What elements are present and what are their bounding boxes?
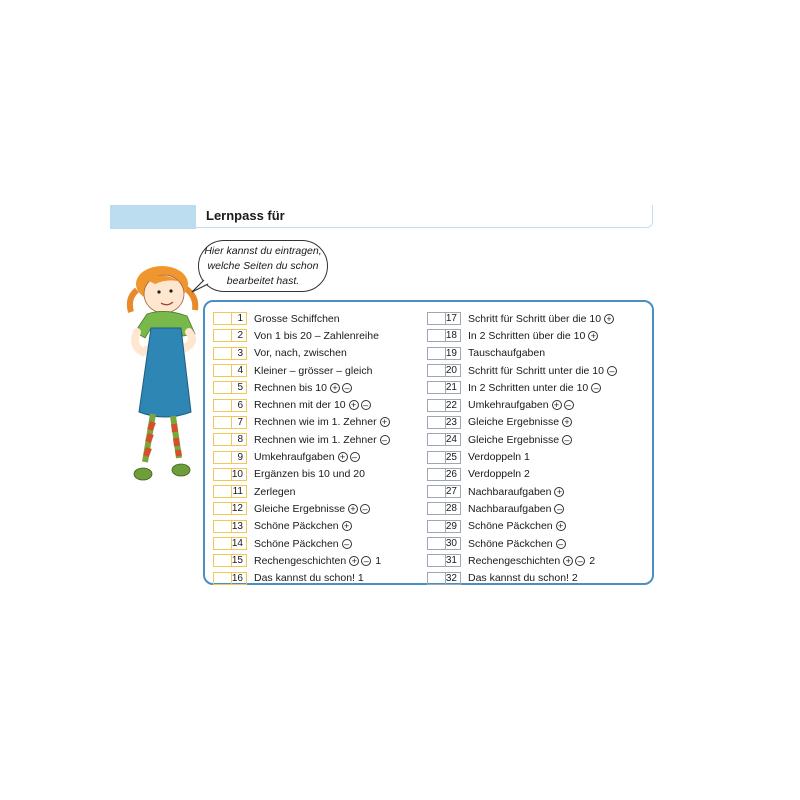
minus-circle-icon: – — [361, 556, 371, 566]
plus-circle-icon: + — [562, 417, 572, 427]
topic-label: Nachbaraufgaben — [468, 502, 552, 515]
plus-circle-icon: + — [554, 487, 564, 497]
page-number: 24 — [445, 434, 457, 446]
checkbox-divider — [231, 554, 232, 567]
checkbox-divider — [445, 554, 446, 567]
checkbox-field[interactable] — [213, 364, 247, 377]
checkbox-field[interactable] — [213, 347, 247, 360]
plus-circle-icon: + — [588, 331, 598, 341]
plus-circle-icon: + — [338, 452, 348, 462]
topic-label: Gleiche Ergebnisse — [468, 433, 560, 446]
checkbox-field[interactable] — [213, 416, 247, 429]
operation-icons — [588, 331, 598, 341]
checkbox-field[interactable] — [213, 502, 247, 515]
checkbox-divider — [445, 502, 446, 515]
checkbox-divider — [231, 451, 232, 464]
lernpass-checklist-panel — [203, 300, 654, 585]
speech-bubble — [198, 240, 328, 292]
operation-icons — [330, 383, 352, 393]
checklist-row — [427, 327, 617, 344]
checklist-row — [213, 569, 390, 586]
topic-label: Das kannst du schon! 2 — [468, 572, 578, 585]
checklist-row — [213, 552, 390, 569]
page-number: 30 — [445, 538, 457, 549]
checkbox-divider — [445, 451, 446, 464]
topic-label: Rechnen bis 10 — [254, 381, 327, 394]
minus-circle-icon: – — [342, 383, 352, 393]
checkbox-divider — [231, 364, 232, 377]
page-number: 28 — [445, 503, 457, 515]
checklist-row — [213, 345, 390, 362]
checkbox-field[interactable] — [427, 572, 461, 585]
checklist-row — [213, 396, 390, 413]
operation-icons — [604, 314, 614, 324]
checkbox-divider — [231, 520, 232, 533]
checklist-row — [213, 518, 390, 535]
checkbox-divider — [231, 502, 232, 515]
operation-icons — [338, 452, 360, 462]
checkbox-field[interactable] — [427, 554, 461, 567]
checkbox-divider — [231, 485, 232, 498]
minus-circle-icon: – — [562, 435, 572, 445]
page-number: 27 — [445, 486, 457, 498]
topic-label: In 2 Schritten über die 10 — [468, 329, 586, 342]
topic-label: Verdoppeln 2 — [468, 468, 530, 481]
checkbox-field[interactable] — [427, 364, 461, 377]
checklist-row — [427, 379, 617, 396]
topic-label: Schöne Päckchen — [254, 537, 339, 550]
plus-circle-icon: + — [330, 383, 340, 393]
topic-part-number: 1 — [375, 554, 382, 567]
topic-part-number: 2 — [589, 554, 596, 567]
checkbox-divider — [231, 433, 232, 446]
checklist-row — [213, 362, 390, 379]
topic-label: Gleiche Ergebnisse — [468, 416, 560, 429]
operation-icons — [556, 539, 566, 549]
topic-label: Das kannst du schon! 1 — [254, 572, 364, 585]
page-number: 20 — [445, 365, 457, 377]
page-number: 5 — [237, 382, 243, 394]
header-tab — [110, 205, 196, 229]
checklist-row — [213, 500, 390, 517]
checkbox-field[interactable] — [213, 554, 247, 567]
bubble-line-1: Hier kannst du eintragen, — [204, 245, 322, 257]
page-number: 25 — [445, 451, 457, 463]
topic-label: Schritt für Schritt unter die 10 — [468, 364, 604, 377]
checkbox-divider — [445, 399, 446, 412]
page-number: 29 — [445, 520, 457, 532]
checklist-row — [213, 414, 390, 431]
page-number: 17 — [445, 313, 457, 325]
checkbox-divider — [445, 364, 446, 377]
page-number: 32 — [445, 572, 457, 584]
checkbox-divider — [231, 468, 232, 481]
checkbox-field[interactable] — [213, 433, 247, 446]
checkbox-field[interactable] — [427, 468, 461, 481]
plus-circle-icon: + — [349, 556, 359, 566]
operation-icons — [342, 521, 352, 531]
page-number: 16 — [231, 572, 243, 584]
checkbox-field[interactable] — [427, 537, 461, 550]
checklist-row — [427, 396, 617, 413]
page-number: 31 — [445, 555, 457, 567]
operation-icons — [348, 504, 370, 514]
page-title: Lernpass für — [206, 208, 285, 223]
checklist-row — [427, 518, 617, 535]
topic-label: Umkehraufgaben — [254, 451, 335, 464]
page-number: 3 — [237, 347, 243, 359]
checklist-row — [213, 431, 390, 448]
minus-circle-icon: – — [554, 504, 564, 514]
checklist-row — [427, 414, 617, 431]
plus-circle-icon: + — [552, 400, 562, 410]
checkbox-field[interactable] — [427, 502, 461, 515]
checkbox-divider — [445, 381, 446, 394]
page-number: 23 — [445, 416, 457, 428]
checklist-row — [427, 552, 617, 569]
page-number: 21 — [445, 382, 457, 394]
checkbox-field[interactable] — [427, 520, 461, 533]
topic-label: Rechengeschichten — [468, 554, 561, 567]
page-number: 18 — [445, 330, 457, 342]
page-number: 11 — [232, 486, 243, 498]
checkbox-divider — [445, 347, 446, 360]
topic-label: Vor, nach, zwischen — [254, 347, 347, 360]
operation-icons — [349, 400, 371, 410]
checkbox-field[interactable] — [427, 347, 461, 360]
topic-label: Rechnen mit der 10 — [254, 399, 346, 412]
page-number: 15 — [231, 555, 243, 567]
checkbox-divider — [231, 572, 232, 585]
checkbox-field[interactable] — [427, 399, 461, 412]
checkbox-divider — [445, 485, 446, 498]
checklist-row — [213, 466, 390, 483]
plus-circle-icon: + — [349, 400, 359, 410]
topic-label: Schritt für Schritt über die 10 — [468, 312, 602, 325]
topic-label: Schöne Päckchen — [468, 537, 553, 550]
minus-circle-icon: – — [380, 435, 390, 445]
checkbox-field[interactable] — [213, 537, 247, 550]
checkbox-field[interactable] — [213, 572, 247, 585]
page-number: 10 — [231, 468, 243, 480]
checklist-row — [427, 310, 617, 327]
checkbox-divider — [445, 572, 446, 585]
checkbox-field[interactable] — [213, 451, 247, 464]
checkbox-divider — [445, 312, 446, 325]
plus-circle-icon: + — [348, 504, 358, 514]
plus-circle-icon: + — [556, 521, 566, 531]
checkbox-field[interactable] — [213, 468, 247, 481]
checklist-row — [213, 310, 390, 327]
minus-circle-icon: – — [360, 504, 370, 514]
page-number: 1 — [237, 313, 243, 325]
plus-circle-icon: + — [604, 314, 614, 324]
bubble-line-3: bearbeitet hast. — [226, 275, 300, 287]
operation-icons — [556, 521, 566, 531]
checklist-row — [213, 448, 390, 465]
operation-icons — [591, 383, 601, 393]
operation-icons — [380, 435, 390, 445]
plus-circle-icon: + — [342, 521, 352, 531]
minus-circle-icon: – — [575, 556, 585, 566]
operation-icons — [552, 400, 574, 410]
checklist-row — [427, 466, 617, 483]
checkbox-divider — [445, 329, 446, 342]
minus-circle-icon: – — [564, 400, 574, 410]
checkbox-field[interactable] — [427, 416, 461, 429]
checkbox-divider — [231, 399, 232, 412]
operation-icons — [349, 556, 371, 566]
checkbox-divider — [231, 381, 232, 394]
checklist-row — [427, 431, 617, 448]
topic-label: Ergänzen bis 10 und 20 — [254, 468, 365, 481]
page-number: 12 — [231, 503, 243, 515]
page-number: 2 — [237, 330, 243, 342]
checklist-row — [213, 483, 390, 500]
checkbox-field[interactable] — [427, 485, 461, 498]
topic-label: Nachbaraufgaben — [468, 485, 552, 498]
page-number: 7 — [237, 416, 243, 428]
checkbox-divider — [445, 416, 446, 429]
topic-label: Von 1 bis 20 – Zahlenreihe — [254, 329, 379, 342]
checklist-column-left — [213, 310, 390, 587]
checkbox-field[interactable] — [213, 381, 247, 394]
plus-circle-icon: + — [563, 556, 573, 566]
operation-icons — [342, 539, 352, 549]
topic-label: Schöne Päckchen — [468, 520, 553, 533]
topic-label: Rechengeschichten — [254, 554, 347, 567]
checkbox-divider — [445, 468, 446, 481]
page-number: 19 — [445, 347, 457, 359]
checkbox-field[interactable] — [213, 520, 247, 533]
page-number: 13 — [231, 520, 243, 532]
checkbox-field[interactable] — [213, 329, 247, 342]
speech-bubble-tail — [190, 278, 210, 298]
checkbox-divider — [445, 537, 446, 550]
topic-label: Grosse Schiffchen — [254, 312, 340, 325]
checklist-row — [213, 535, 390, 552]
topic-label: Rechnen wie im 1. Zehner — [254, 433, 377, 446]
checklist-row — [427, 535, 617, 552]
topic-label: Umkehraufgaben — [468, 399, 549, 412]
checklist-row — [427, 345, 617, 362]
checklist-row — [427, 362, 617, 379]
checkbox-field[interactable] — [427, 329, 461, 342]
topic-label: Zerlegen — [254, 485, 296, 498]
page-number: 9 — [237, 451, 243, 463]
checkbox-field[interactable] — [427, 381, 461, 394]
checkbox-divider — [445, 520, 446, 533]
checklist-row — [427, 500, 617, 517]
topic-label: Rechnen wie im 1. Zehner — [254, 416, 377, 429]
topic-label: Tauschaufgaben — [468, 347, 546, 360]
checklist-row — [427, 448, 617, 465]
operation-icons — [554, 487, 564, 497]
minus-circle-icon: – — [607, 366, 617, 376]
operation-icons — [380, 417, 390, 427]
checkbox-divider — [231, 329, 232, 342]
checklist-row — [213, 327, 390, 344]
minus-circle-icon: – — [591, 383, 601, 393]
checkbox-field[interactable] — [427, 451, 461, 464]
minus-circle-icon: – — [361, 400, 371, 410]
checkbox-divider — [231, 347, 232, 360]
page-number: 4 — [237, 365, 243, 377]
operation-icons — [554, 504, 564, 514]
operation-icons — [562, 417, 572, 427]
checklist-row — [213, 379, 390, 396]
checklist-row — [427, 483, 617, 500]
checkbox-divider — [231, 312, 232, 325]
topic-label: Kleiner – grösser – gleich — [254, 364, 373, 377]
page-number: 26 — [445, 468, 457, 480]
operation-icons — [563, 556, 585, 566]
checkbox-field[interactable] — [427, 312, 461, 325]
plus-circle-icon: + — [380, 417, 390, 427]
minus-circle-icon: – — [342, 539, 352, 549]
checkbox-divider — [231, 416, 232, 429]
minus-circle-icon: – — [556, 539, 566, 549]
checklist-column-right — [427, 310, 617, 587]
page-number: 8 — [237, 434, 243, 446]
page-number: 22 — [445, 399, 457, 411]
operation-icons — [607, 366, 617, 376]
topic-label: Verdoppeln 1 — [468, 451, 530, 464]
checkbox-field[interactable] — [427, 433, 461, 446]
page-number: 14 — [231, 538, 243, 549]
checkbox-field[interactable] — [213, 399, 247, 412]
minus-circle-icon: – — [350, 452, 360, 462]
bubble-line-2: welche Seiten du schon — [207, 260, 319, 272]
operation-icons — [562, 435, 572, 445]
topic-label: Schöne Päckchen — [254, 520, 339, 533]
checkbox-field[interactable] — [213, 485, 247, 498]
topic-label: In 2 Schritten unter die 10 — [468, 381, 589, 394]
topic-label: Gleiche Ergebnisse — [254, 502, 346, 515]
page-number: 6 — [237, 399, 243, 411]
checklist-row — [427, 569, 617, 586]
checkbox-divider — [231, 537, 232, 550]
checkbox-divider — [445, 433, 446, 446]
checkbox-field[interactable] — [213, 312, 247, 325]
